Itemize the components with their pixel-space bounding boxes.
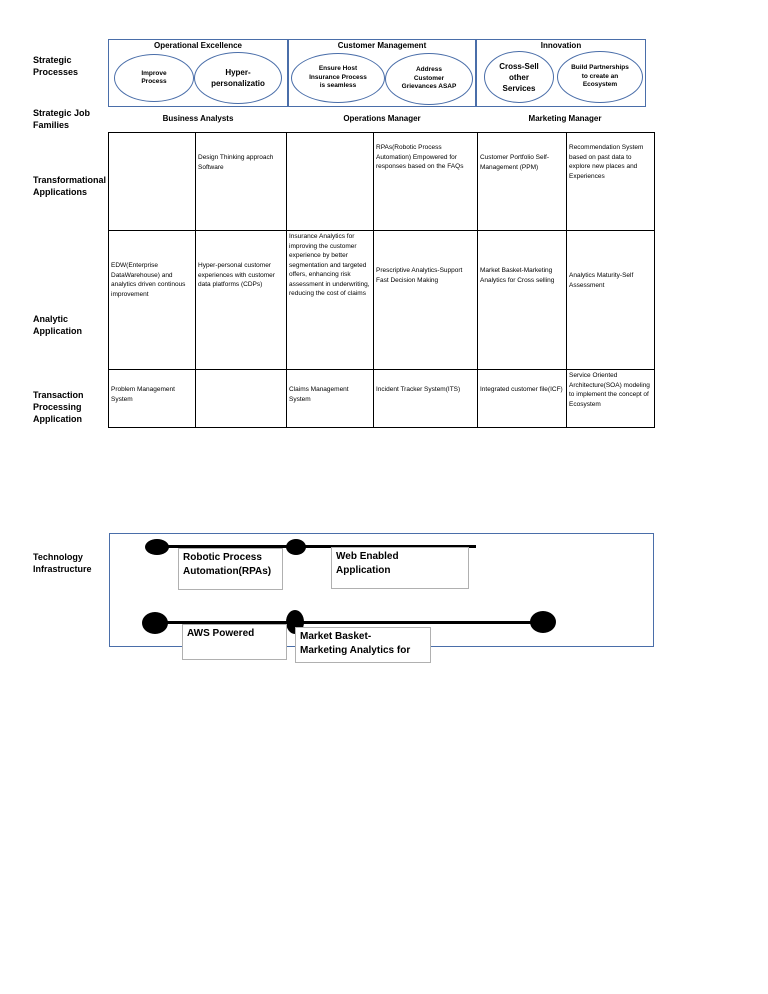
grid-cell [109, 133, 196, 231]
grid-cell: Service Oriented Architecture(SOA) modeling to implement the concept of Ecosystem [567, 370, 655, 428]
process-ellipse: Hyper- personalizatio [194, 52, 282, 104]
grid-cell: Hyper-personal customer experiences with customer data platforms (CDPs) [196, 231, 287, 370]
timeline-node [530, 611, 556, 633]
label-strategic-job-families: Strategic Job Families [33, 108, 91, 130]
application-grid [108, 132, 655, 428]
job-family-marketing-manager: Marketing Manager [528, 114, 602, 123]
label-transformational-applications: Transformational Applications [33, 175, 107, 197]
grid-cell: RPAs(Robotic Process Automation) Empowered for responses based on the FAQs [374, 133, 478, 231]
process-title: Customer Management [337, 41, 427, 50]
grid-cell: Customer Portfolio Self-Management (PPM) [478, 133, 567, 231]
transaction-row [109, 370, 655, 428]
grid-cell: Incident Tracker System(ITS) [374, 370, 478, 428]
label-transaction-processing-application: Transaction Processing Application [33, 390, 84, 424]
process-title: Operational Excellence [153, 41, 243, 50]
job-family-operations-manager: Operations Manager [343, 114, 421, 123]
grid-cell: Insurance Analytics for improving the customer experience by better segmentation and targeted offers, enhancing risk assessment in underwriting, reducing the cost of claims [287, 231, 374, 370]
grid-cell: Problem Management System [109, 370, 196, 428]
grid-cell: Recommendation System based on past data to explore new places and Experiences [567, 133, 655, 231]
tech-box-web-enabled: Web Enabled Application [331, 547, 469, 589]
process-ellipse: Build Partnerships to create an Ecosystem [557, 51, 643, 103]
tech-box-rpa: Robotic Process Automation(RPAs) [178, 548, 283, 590]
transformational-row [109, 133, 655, 231]
process-ellipse: Address Customer Grievances ASAP [385, 53, 473, 105]
process-title: Innovation [540, 41, 582, 50]
label-strategic-processes: Strategic Processes [33, 55, 79, 77]
grid-cell: Claims Management System [287, 370, 374, 428]
timeline-node [142, 612, 168, 634]
process-operational-excellence [108, 39, 288, 107]
grid-cell: Market Basket-Marketing Analytics for Cross selling [478, 231, 567, 370]
job-family-business-analysts: Business Analysts [162, 114, 234, 123]
process-innovation [476, 39, 646, 107]
grid-cell: Integrated customer file(ICF) [478, 370, 567, 428]
process-ellipse: Cross-Sell other Services [484, 51, 554, 103]
grid-cell [287, 133, 374, 231]
process-customer-management [288, 39, 476, 107]
process-ellipse: Ensure Host Insurance Process is seamless [291, 53, 385, 103]
grid-cell: EDW(Enterprise DataWarehouse) and analytics driven continous improvement [109, 231, 196, 370]
process-ellipse: Improve Process [114, 54, 194, 102]
label-analytic-application: Analytic Application [33, 314, 82, 336]
timeline-node [145, 539, 169, 555]
grid-cell [196, 370, 287, 428]
grid-cell: Design Thinking approach Software [196, 133, 287, 231]
grid-cell: Prescriptive Analytics-Support Fast Decision Making [374, 231, 478, 370]
tech-box-market-basket: Market Basket- Marketing Analytics for [295, 627, 431, 663]
grid-cell: Analytics Maturity-Self Assessment [567, 231, 655, 370]
timeline-node [286, 539, 306, 555]
tech-box-aws: AWS Powered [182, 624, 287, 660]
label-technology-infrastructure: Technology Infrastructure [33, 552, 92, 574]
analytic-row [109, 231, 655, 370]
